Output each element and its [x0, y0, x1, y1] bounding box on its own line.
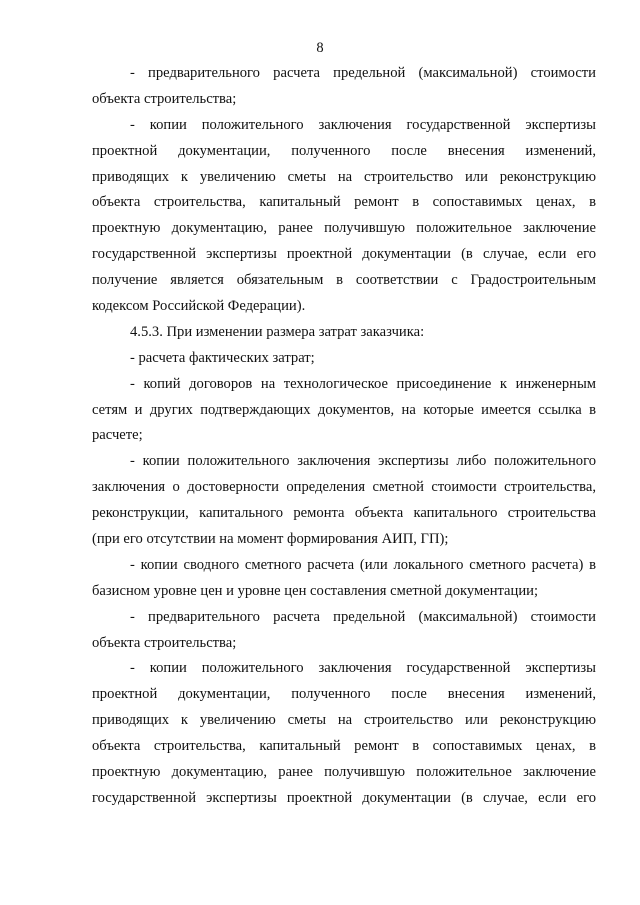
document-body	[92, 61, 596, 812]
text-line: получение является обязательным в соответствии с Градостроительным	[92, 272, 596, 289]
text-line: - копий договоров на технологическое присоединение к инженерным	[130, 375, 596, 392]
text-line: проектную документацию, ранее получившую положительное заключение	[92, 220, 596, 237]
text-line: - копии положительного заключения государственной экспертизы	[130, 660, 596, 677]
text-line: (при его отсутствии на момент формирования АИП, ГП);	[92, 531, 449, 548]
text-line: кодексом Российской Федерации).	[92, 298, 306, 315]
text-line: сетям и других подтверждающих документов, на которые имеется ссылка в	[92, 401, 596, 418]
text-line: - расчета фактических затрат;	[130, 349, 315, 366]
text-line: объекта строительства, капитальный ремонт в сопоставимых ценах, в	[92, 194, 596, 211]
text-line: - предварительного расчета предельной (максимальной) стоимости	[130, 608, 596, 625]
text-line: базисном уровне цен и уровне цен составления сметной документации;	[92, 582, 539, 599]
text-line: - копии положительного заключения экспертизы либо положительного	[130, 453, 596, 470]
text-line: объекта строительства;	[92, 634, 237, 651]
text-line: - копии сводного сметного расчета (или локального сметного расчета) в	[130, 556, 596, 573]
text-line: расчете;	[92, 427, 143, 444]
text-line: - предварительного расчета предельной (максимальной) стоимости	[130, 65, 596, 81]
text-line: государственной экспертизы проектной документации (в случае, если его	[92, 246, 596, 263]
text-line: проектную документацию, ранее получившую положительное заключение	[92, 764, 596, 781]
text-line: приводящих к увеличению сметы на строительство или реконструкцию	[92, 168, 596, 185]
page-number: 8	[316, 40, 324, 56]
text-line: проектной документации, полученного после внесения изменений,	[92, 686, 596, 703]
text-line: приводящих к увеличению сметы на строительство или реконструкцию	[92, 712, 596, 729]
text-line: государственной экспертизы проектной документации (в случае, если его	[92, 789, 596, 806]
text-line: проектной документации, полученного после внесения изменений,	[92, 142, 596, 159]
text-line: реконструкции, капитального ремонта объекта капитального строительства	[92, 505, 596, 522]
text-line: объекта строительства;	[92, 90, 237, 107]
text-line: 4.5.3. При изменении размера затрат заказчика:	[130, 323, 425, 340]
text-line: объекта строительства, капитальный ремонт в сопоставимых ценах, в	[92, 738, 596, 755]
text-line: - копии положительного заключения государственной экспертизы	[130, 116, 596, 133]
text-line: заключения о достоверности определения сметной стоимости строительства,	[92, 479, 596, 496]
